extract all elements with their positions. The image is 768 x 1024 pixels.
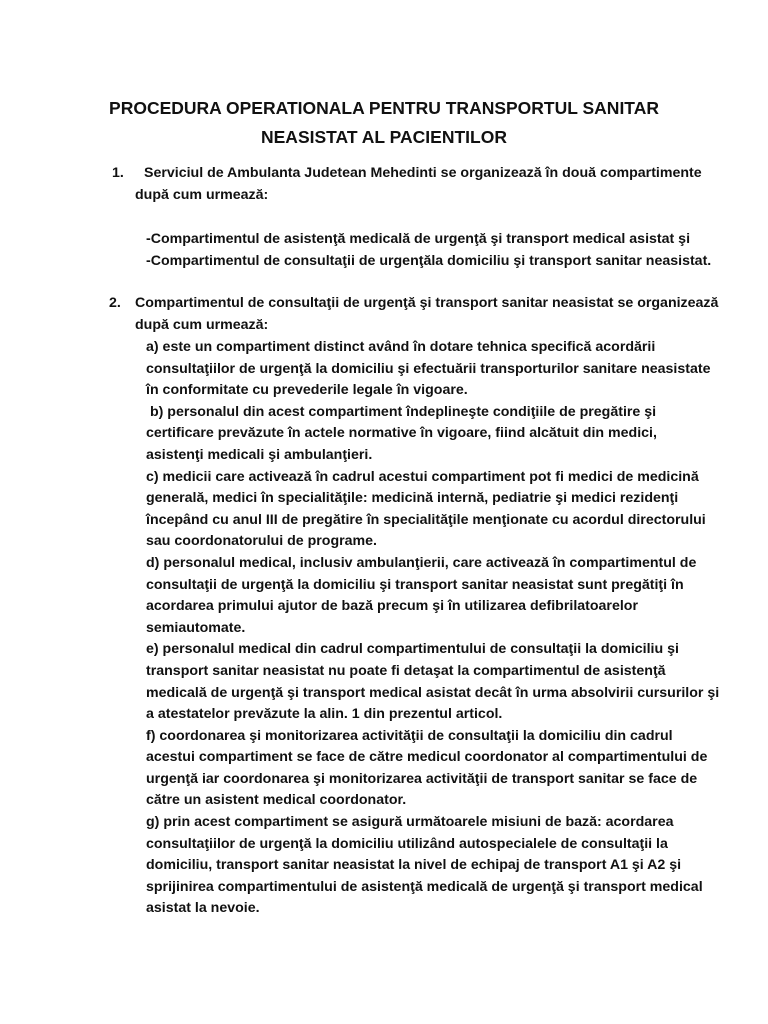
title-line-1: PROCEDURA OPERATIONALA PENTRU TRANSPORTUL SANITAR: [109, 98, 659, 118]
point-line: g) prin acest compartiment se asigură următoarele misiuni de bază: acordarea: [146, 814, 674, 831]
item-1-line-1: Serviciul de Ambulanta Judetean Mehedinti se organizează în două compartimente: [144, 165, 702, 181]
point-line: certificare prevăzute în actele normative în vigoare, fiind alcătuit din medici,: [146, 425, 657, 442]
point-line: începând cu anul III de pregătire în specialităţile menţionate cu acordul directorului: [146, 511, 706, 528]
list-item-1: [113, 163, 713, 206]
point-line: sprijinirea compartimentului de asistenţă medicală de urgenţă şi transport medical: [146, 878, 703, 895]
point-line: acestui compartiment se face de către medicul coordonator al compartimentului de: [146, 749, 708, 766]
item-2-points: [113, 337, 720, 920]
point-line: în conformitate cu prevederile legale în vigoare.: [146, 382, 468, 399]
item-1-number: 1.: [112, 165, 124, 181]
point-line: a atestatelor prevăzute la alin. 1 din prezentul articol.: [146, 706, 503, 723]
point-line: asistenţi medicali şi ambulanţieri.: [146, 446, 373, 463]
item-2-line-2: după cum urmează:: [135, 316, 269, 333]
point-line: d) personalul medical, inclusiv ambulanţierii, care activează în compartimentul de: [146, 554, 697, 571]
point-line: domiciliu, transport sanitar neasistat la nivel de echipaj de transport A1 şi A2 şi: [146, 857, 682, 874]
point-line: acordarea primului ajutor de bază precum şi în utilizarea defibrilatoarelor: [146, 598, 638, 615]
point-line: urgenţă iar coordonarea şi monitorizarea activităţii de transport sanitar se face de: [146, 770, 698, 787]
point-line: semiautomate.: [146, 619, 246, 636]
compartments-list: [113, 229, 713, 272]
title-line-2: NEASISTAT AL PACIENTILOR: [261, 127, 507, 147]
point-line: b) personalul din acest compartiment îndeplineşte condiţiile de pregătire şi: [146, 403, 657, 420]
point-line: asistat la nevoie.: [146, 900, 260, 917]
document-title: [60, 94, 708, 152]
item-1-line-2: după cum urmează:: [135, 186, 269, 203]
list-item-2: [109, 293, 719, 336]
point-line: sau coordonatorului de programe.: [146, 533, 377, 550]
point-line: e) personalul medical din cadrul compartimentului de consultaţii la domiciliu şi: [146, 641, 679, 658]
point-line: f) coordonarea şi monitorizarea activităţii de consultaţii la domiciliu din cadrul: [146, 727, 673, 744]
point-line: către un asistent medical coordonator.: [146, 792, 407, 809]
point-line: generală, medici în specialităţile: medicină internă, pediatrie şi medici rezidenţi: [146, 490, 679, 507]
compartment-1: -Compartimentul de asistenţă medicală de urgenţă şi transport medical asistat şi: [146, 231, 691, 247]
point-line: medicală de urgenţă şi transport medical asistat decât în urma absolvirii cursurilor şi: [146, 684, 720, 701]
point-line: consultaţii de urgenţă la domiciliu şi transport sanitar neasistat sunt pregătiţi în: [146, 576, 684, 593]
item-2-number: 2.: [109, 295, 121, 311]
point-line: a) este un compartiment distinct având în dotare tehnica specifică acordării: [146, 339, 656, 355]
compartment-2: -Compartimentul de consultaţii de urgenţăla domiciliu şi transport sanitar neasistat.: [146, 252, 712, 269]
item-2-line-1: Compartimentul de consultaţii de urgenţă şi transport sanitar neasistat se organizează: [135, 295, 719, 311]
point-line: consultaţiilor de urgenţă la domiciliu şi efectuării transporturilor sanitare neasistate: [146, 360, 711, 377]
point-line: c) medicii care activează în cadrul acestui compartiment pot fi medici de medicină: [146, 468, 699, 485]
point-line: transport sanitar neasistat nu poate fi detaşat la compartimentul de asistenţă: [146, 662, 666, 679]
point-line: consultaţiilor de urgenţă la domiciliu utilizând autospecialele de consultaţii la: [146, 835, 668, 852]
